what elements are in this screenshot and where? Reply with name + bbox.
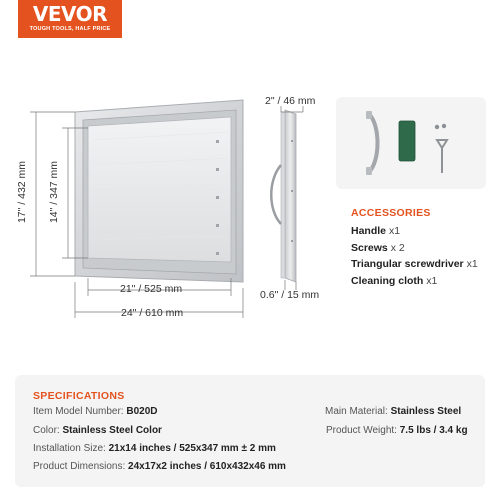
accessories-image-area xyxy=(336,97,486,189)
cleaning-cloth-icon xyxy=(399,121,415,161)
spec-material: Main Material: Stainless Steel xyxy=(325,406,462,417)
dim-inner-width: 21" / 525 mm xyxy=(120,283,183,295)
dim-depth: 2" / 46 mm xyxy=(265,95,316,107)
accessory-item: Screws x 2 xyxy=(351,241,405,254)
dim-inner-height: 14" / 347 mm xyxy=(48,160,60,224)
door-side-view xyxy=(271,110,296,282)
specifications-title: SPECIFICATIONS xyxy=(33,390,125,402)
spec-product-dimensions: Product Dimensions: 24x17x2 inches / 610x432x46 mm xyxy=(33,461,286,472)
accessories-title: ACCESSORIES xyxy=(351,207,431,219)
accessory-item: Handle x1 xyxy=(351,225,401,237)
screws-icon xyxy=(435,124,446,129)
spec-color: Color: Stainless Steel Color xyxy=(33,425,162,436)
spec-installation-size: Installation Size: 21x14 inches / 525x347 mm ± 2 mm xyxy=(33,443,276,454)
handle-icon xyxy=(366,111,378,175)
brand-name: VEVOR xyxy=(32,2,108,26)
accessory-item: Triangular screwdriver x1 xyxy=(351,258,478,270)
dim-thickness: 0.6" / 15 mm xyxy=(260,289,320,301)
triangular-screwdriver-icon xyxy=(437,140,447,173)
accessories-illustration xyxy=(336,97,486,189)
accessory-item: Cleaning cloth x1 xyxy=(351,274,438,287)
spec-weight: Product Weight: 7.5 lbs / 3.4 kg xyxy=(326,425,468,436)
brand-slogan: TOUGH TOOLS, HALF PRICE xyxy=(29,26,111,32)
door-front-view xyxy=(75,100,243,282)
dim-outer-height: 17" / 432 mm xyxy=(16,160,28,224)
dim-outer-width: 24" / 610 mm xyxy=(121,307,184,319)
accessories-list xyxy=(351,223,478,289)
spec-item-model: Item Model Number: B020D xyxy=(33,406,158,417)
